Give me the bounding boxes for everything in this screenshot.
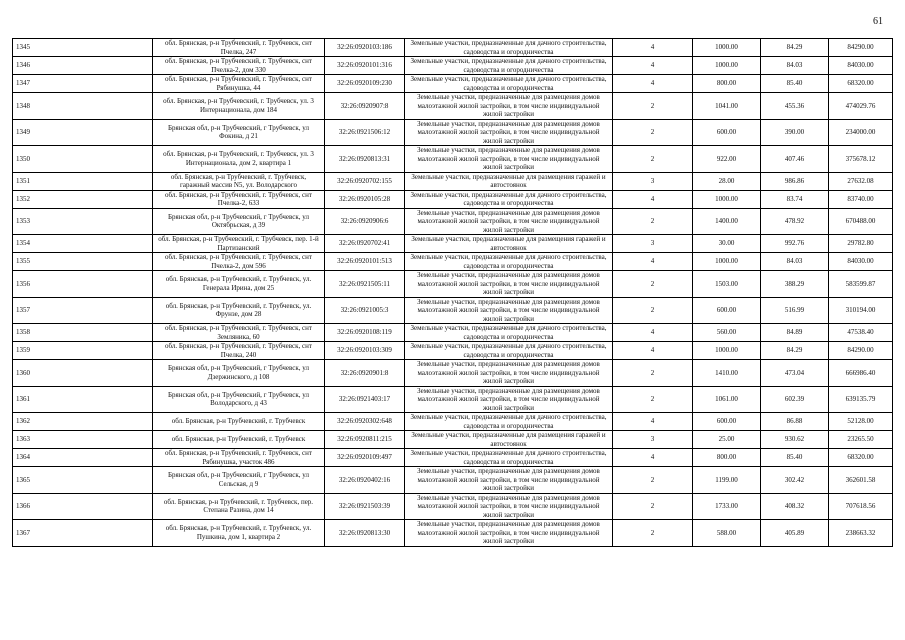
category-cell: 2 — [613, 520, 693, 547]
rate-cell: 83.74 — [761, 190, 829, 208]
cadastral-value-cell: 84030.00 — [829, 253, 893, 271]
row-number: 1348 — [13, 93, 153, 120]
cadastral-value-cell: 27632.08 — [829, 172, 893, 190]
address-cell: обл. Брянская, р-н Трубчевский, г. Трубчевск, снт Пчелка-2, 633 — [153, 190, 325, 208]
area-cell: 1000.00 — [693, 190, 761, 208]
table-row — [13, 208, 893, 235]
area-cell: 1400.00 — [693, 208, 761, 235]
rate-cell: 516.99 — [761, 297, 829, 324]
address-cell: обл. Брянская, р-н Трубчевский, г. Трубчевск, пер. 1-й Партизанский — [153, 235, 325, 253]
cadastral-number-cell: 32:26:0920101:513 — [325, 253, 405, 271]
row-number: 1360 — [13, 360, 153, 387]
cadastral-number-cell: 32:26:0920906:6 — [325, 208, 405, 235]
area-cell: 1041.00 — [693, 93, 761, 120]
cadastral-value-cell: 84030.00 — [829, 57, 893, 75]
land-use-cell: Земельные участки, предназначенные для размещения гаражей и автостоянок — [405, 235, 613, 253]
cadastral-value-cell: 234000.00 — [829, 119, 893, 146]
rate-cell: 390.00 — [761, 119, 829, 146]
table-row — [13, 520, 893, 547]
row-number: 1349 — [13, 119, 153, 146]
address-cell: Брянская обл, р-н Трубчевский, г Трубчевск, ул Дзержинского, д 108 — [153, 360, 325, 387]
area-cell: 600.00 — [693, 297, 761, 324]
address-cell: обл. Брянская, р-н Трубчевский, г. Трубчевск, пер. Степана Разина, дом 14 — [153, 493, 325, 520]
rate-cell: 455.36 — [761, 93, 829, 120]
area-cell: 588.00 — [693, 520, 761, 547]
land-use-cell: Земельные участки, предназначенные для дачного строительства, садоводства и огородничества — [405, 57, 613, 75]
address-cell: обл. Брянская, р-н Трубчевский, г. Трубчевск — [153, 413, 325, 431]
cadastral-value-cell: 362601.58 — [829, 467, 893, 494]
rate-cell: 84.29 — [761, 342, 829, 360]
rate-cell: 602.39 — [761, 386, 829, 413]
area-cell: 30.00 — [693, 235, 761, 253]
category-cell: 2 — [613, 493, 693, 520]
cadastral-value-cell: 474029.76 — [829, 93, 893, 120]
category-cell: 2 — [613, 297, 693, 324]
land-use-cell: Земельные участки, предназначенные для размещения домов малоэтажной жилой застройки, в том числе индивидуальной жилой застройки — [405, 386, 613, 413]
cadastral-number-cell: 32:26:0920108:119 — [325, 324, 405, 342]
category-cell: 4 — [613, 57, 693, 75]
address-cell: обл. Брянская, р-н Трубчевский, г. Трубчевск, снт Пчелка-2, дом 596 — [153, 253, 325, 271]
category-cell: 4 — [613, 342, 693, 360]
cadastral-value-cell: 52128.00 — [829, 413, 893, 431]
cadastral-value-cell: 47538.40 — [829, 324, 893, 342]
cadastral-number-cell: 32:26:0920105:28 — [325, 190, 405, 208]
land-use-cell: Земельные участки, предназначенные для дачного строительства, садоводства и огородничества — [405, 253, 613, 271]
cadastral-number-cell: 32:26:0921505:11 — [325, 271, 405, 298]
category-cell: 4 — [613, 413, 693, 431]
category-cell: 3 — [613, 235, 693, 253]
table-row — [13, 253, 893, 271]
address-cell: обл. Брянская, р-н Трубчевский, г. Трубчевск, снт Земляника, 60 — [153, 324, 325, 342]
table-row — [13, 75, 893, 93]
land-use-cell: Земельные участки, предназначенные для дачного строительства, садоводства и огородничества — [405, 449, 613, 467]
row-number: 1347 — [13, 75, 153, 93]
area-cell: 1503.00 — [693, 271, 761, 298]
land-use-cell: Земельные участки, предназначенные для размещения домов малоэтажной жилой застройки, в том числе индивидуальной жилой застройки — [405, 467, 613, 494]
cadastral-value-cell: 639135.79 — [829, 386, 893, 413]
cadastral-value-cell: 68320.00 — [829, 449, 893, 467]
land-use-cell: Земельные участки, предназначенные для размещения домов малоэтажной жилой застройки, в том числе индивидуальной жилой застройки — [405, 360, 613, 387]
area-cell: 600.00 — [693, 413, 761, 431]
row-number: 1362 — [13, 413, 153, 431]
category-cell: 2 — [613, 360, 693, 387]
rate-cell: 84.03 — [761, 253, 829, 271]
cadastral-value-cell: 84290.00 — [829, 39, 893, 57]
cadastral-number-cell: 32:26:0920907:8 — [325, 93, 405, 120]
row-number: 1367 — [13, 520, 153, 547]
rate-cell: 986.86 — [761, 172, 829, 190]
cadastral-value-cell: 84290.00 — [829, 342, 893, 360]
land-use-cell: Земельные участки, предназначенные для размещения домов малоэтажной жилой застройки, в том числе индивидуальной жилой застройки — [405, 271, 613, 298]
rate-cell: 84.29 — [761, 39, 829, 57]
area-cell: 1061.00 — [693, 386, 761, 413]
address-cell: обл. Брянская, р-н Трубчевский, г. Трубчевск, снт Пчелка, 247 — [153, 39, 325, 57]
category-cell: 2 — [613, 386, 693, 413]
row-number: 1345 — [13, 39, 153, 57]
address-cell: Брянская обл, р-н Трубчевский, г Трубчевск, ул Октябрьская, д 39 — [153, 208, 325, 235]
land-use-cell: Земельные участки, предназначенные для размещения домов малоэтажной жилой застройки, в том числе индивидуальной жилой застройки — [405, 93, 613, 120]
address-cell: обл. Брянская, р-н Трубчевский, г. Трубчевск, снт Рябинушка, участок 486 — [153, 449, 325, 467]
address-cell: обл. Брянская, р-н Трубчевский, г. Трубчевск — [153, 431, 325, 449]
rate-cell: 930.62 — [761, 431, 829, 449]
cadastral-number-cell: 32:26:0920302:648 — [325, 413, 405, 431]
row-number: 1346 — [13, 57, 153, 75]
area-cell: 1000.00 — [693, 57, 761, 75]
table-row — [13, 235, 893, 253]
address-cell: обл. Брянская, р-н Трубчевский, г. Трубчевск, ул. Генерала Ирина, дом 25 — [153, 271, 325, 298]
land-use-cell: Земельные участки, предназначенные для размещения домов малоэтажной жилой застройки, в том числе индивидуальной жилой застройки — [405, 146, 613, 173]
area-cell: 28.00 — [693, 172, 761, 190]
page-number: 61 — [873, 16, 883, 27]
cadastral-number-cell: 32:26:0920109:497 — [325, 449, 405, 467]
row-number: 1354 — [13, 235, 153, 253]
address-cell: обл. Брянская, р-н Трубчевский, г. Трубчевск, ул. Фрунзе, дом 28 — [153, 297, 325, 324]
rate-cell: 473.04 — [761, 360, 829, 387]
table-row — [13, 119, 893, 146]
table-row — [13, 342, 893, 360]
rate-cell: 407.46 — [761, 146, 829, 173]
row-number: 1364 — [13, 449, 153, 467]
cadastral-value-cell: 375678.12 — [829, 146, 893, 173]
cadastral-value-cell: 68320.00 — [829, 75, 893, 93]
cadastral-value-cell: 238663.32 — [829, 520, 893, 547]
land-use-cell: Земельные участки, предназначенные для дачного строительства, садоводства и огородничества — [405, 190, 613, 208]
category-cell: 4 — [613, 449, 693, 467]
category-cell: 3 — [613, 172, 693, 190]
cadastral-value-cell: 670488.00 — [829, 208, 893, 235]
rate-cell: 388.29 — [761, 271, 829, 298]
land-use-cell: Земельные участки, предназначенные для дачного строительства, садоводства и огородничества — [405, 324, 613, 342]
category-cell: 2 — [613, 93, 693, 120]
address-cell: обл. Брянская, р-н Трубчевский, г. Трубчевск, ул. Пушкина, дом 1, квартира 2 — [153, 520, 325, 547]
table-row — [13, 360, 893, 387]
row-number: 1356 — [13, 271, 153, 298]
table-row — [13, 413, 893, 431]
category-cell: 3 — [613, 431, 693, 449]
area-cell: 1000.00 — [693, 253, 761, 271]
row-number: 1363 — [13, 431, 153, 449]
category-cell: 2 — [613, 208, 693, 235]
cadastral-number-cell: 32:26:0921403:17 — [325, 386, 405, 413]
rate-cell: 405.89 — [761, 520, 829, 547]
land-use-cell: Земельные участки, предназначенные для размещения домов малоэтажной жилой застройки, в том числе индивидуальной жилой застройки — [405, 493, 613, 520]
table-row — [13, 386, 893, 413]
area-cell: 1410.00 — [693, 360, 761, 387]
table-row — [13, 297, 893, 324]
cadastral-number-cell: 32:26:0921005:3 — [325, 297, 405, 324]
area-cell: 25.00 — [693, 431, 761, 449]
land-use-cell: Земельные участки, предназначенные для дачного строительства, садоводства и огородничества — [405, 75, 613, 93]
row-number: 1351 — [13, 172, 153, 190]
table-row — [13, 57, 893, 75]
land-use-cell: Земельные участки, предназначенные для размещения домов малоэтажной жилой застройки, в том числе индивидуальной жилой застройки — [405, 520, 613, 547]
table-body — [13, 39, 893, 547]
row-number: 1361 — [13, 386, 153, 413]
rate-cell: 302.42 — [761, 467, 829, 494]
rate-cell: 478.92 — [761, 208, 829, 235]
address-cell: Брянская обл, р-н Трубчевский, г Трубчевск, ул Сельская, д 9 — [153, 467, 325, 494]
row-number: 1350 — [13, 146, 153, 173]
area-cell: 1000.00 — [693, 342, 761, 360]
cadastral-number-cell: 32:26:0920702:41 — [325, 235, 405, 253]
area-cell: 1199.00 — [693, 467, 761, 494]
cadastral-number-cell: 32:26:0920101:316 — [325, 57, 405, 75]
rate-cell: 86.88 — [761, 413, 829, 431]
area-cell: 800.00 — [693, 75, 761, 93]
land-use-cell: Земельные участки, предназначенные для размещения гаражей и автостоянок — [405, 431, 613, 449]
cadastral-value-cell: 83740.00 — [829, 190, 893, 208]
cadastral-number-cell: 32:26:0920813:31 — [325, 146, 405, 173]
land-use-cell: Земельные участки, предназначенные для размещения домов малоэтажной жилой застройки, в том числе индивидуальной жилой застройки — [405, 297, 613, 324]
address-cell: обл. Брянская, р-н Трубчевский, г. Трубчевск, гаражный массив N5, ул. Володарского — [153, 172, 325, 190]
address-cell: обл. Брянская, р-н Трубчевский, г. Трубчевск, ул. 3 Интернационала, дом 184 — [153, 93, 325, 120]
cadastral-number-cell: 32:26:0921503:39 — [325, 493, 405, 520]
land-use-cell: Земельные участки, предназначенные для размещения домов малоэтажной жилой застройки, в том числе индивидуальной жилой застройки — [405, 119, 613, 146]
cadastral-number-cell: 32:26:0920702:155 — [325, 172, 405, 190]
cadastral-number-cell: 32:26:0920402:16 — [325, 467, 405, 494]
table-row — [13, 449, 893, 467]
land-use-cell: Земельные участки, предназначенные для размещения гаражей и автостоянок — [405, 172, 613, 190]
cadastral-number-cell: 32:26:0921506:12 — [325, 119, 405, 146]
category-cell: 4 — [613, 324, 693, 342]
land-use-cell: Земельные участки, предназначенные для размещения домов малоэтажной жилой застройки, в том числе индивидуальной жилой застройки — [405, 208, 613, 235]
area-cell: 922.00 — [693, 146, 761, 173]
row-number: 1365 — [13, 467, 153, 494]
category-cell: 2 — [613, 271, 693, 298]
cadastral-number-cell: 32:26:0920103:186 — [325, 39, 405, 57]
area-cell: 560.00 — [693, 324, 761, 342]
row-number: 1355 — [13, 253, 153, 271]
cadastral-value-cell: 23265.50 — [829, 431, 893, 449]
land-use-cell: Земельные участки, предназначенные для дачного строительства, садоводства и огородничества — [405, 413, 613, 431]
category-cell: 4 — [613, 253, 693, 271]
row-number: 1352 — [13, 190, 153, 208]
table-row — [13, 431, 893, 449]
rate-cell: 85.40 — [761, 449, 829, 467]
cadastral-value-cell: 310194.00 — [829, 297, 893, 324]
category-cell: 4 — [613, 75, 693, 93]
category-cell: 4 — [613, 39, 693, 57]
row-number: 1358 — [13, 324, 153, 342]
cadastral-value-cell: 29782.80 — [829, 235, 893, 253]
table-row — [13, 146, 893, 173]
cadastral-number-cell: 32:26:0920103:309 — [325, 342, 405, 360]
rate-cell: 84.03 — [761, 57, 829, 75]
category-cell: 2 — [613, 467, 693, 494]
cadastral-value-table — [12, 38, 893, 547]
table-row — [13, 271, 893, 298]
table-row — [13, 172, 893, 190]
rate-cell: 85.40 — [761, 75, 829, 93]
address-cell: обл. Брянская, р-н Трубчевский, г. Трубчевск, ул. 3 Интернационала, дом 2, квартира 1 — [153, 146, 325, 173]
rate-cell: 408.32 — [761, 493, 829, 520]
cadastral-value-cell: 583599.87 — [829, 271, 893, 298]
category-cell: 4 — [613, 190, 693, 208]
address-cell: Брянская обл, р-н Трубчевский, г Трубчевск, ул Володарского, д 43 — [153, 386, 325, 413]
table-row — [13, 493, 893, 520]
area-cell: 800.00 — [693, 449, 761, 467]
table-row — [13, 467, 893, 494]
area-cell: 600.00 — [693, 119, 761, 146]
table-row — [13, 93, 893, 120]
rate-cell: 84.89 — [761, 324, 829, 342]
cadastral-number-cell: 32:26:0920901:8 — [325, 360, 405, 387]
address-cell: Брянская обл, р-н Трубчевский, г Трубчевск, ул Фокина, д 21 — [153, 119, 325, 146]
row-number: 1366 — [13, 493, 153, 520]
land-use-cell: Земельные участки, предназначенные для дачного строительства, садоводства и огородничества — [405, 39, 613, 57]
area-cell: 1000.00 — [693, 39, 761, 57]
rate-cell: 992.76 — [761, 235, 829, 253]
land-use-cell: Земельные участки, предназначенные для дачного строительства, садоводства и огородничества — [405, 342, 613, 360]
cadastral-value-cell: 707618.56 — [829, 493, 893, 520]
address-cell: обл. Брянская, р-н Трубчевский, г. Трубчевск, снт Рябинушка, 44 — [153, 75, 325, 93]
table-row — [13, 190, 893, 208]
table-row — [13, 39, 893, 57]
row-number: 1359 — [13, 342, 153, 360]
cadastral-number-cell: 32:26:0920811:215 — [325, 431, 405, 449]
category-cell: 2 — [613, 146, 693, 173]
cadastral-number-cell: 32:26:0920813:30 — [325, 520, 405, 547]
row-number: 1357 — [13, 297, 153, 324]
area-cell: 1733.00 — [693, 493, 761, 520]
row-number: 1353 — [13, 208, 153, 235]
table-row — [13, 324, 893, 342]
cadastral-value-cell: 666986.40 — [829, 360, 893, 387]
cadastral-number-cell: 32:26:0920109:230 — [325, 75, 405, 93]
category-cell: 2 — [613, 119, 693, 146]
address-cell: обл. Брянская, р-н Трубчевский, г. Трубчевск, снт Пчелка-2, дом 330 — [153, 57, 325, 75]
address-cell: обл. Брянская, р-н Трубчевский, г. Трубчевск, снт Пчелка, 240 — [153, 342, 325, 360]
